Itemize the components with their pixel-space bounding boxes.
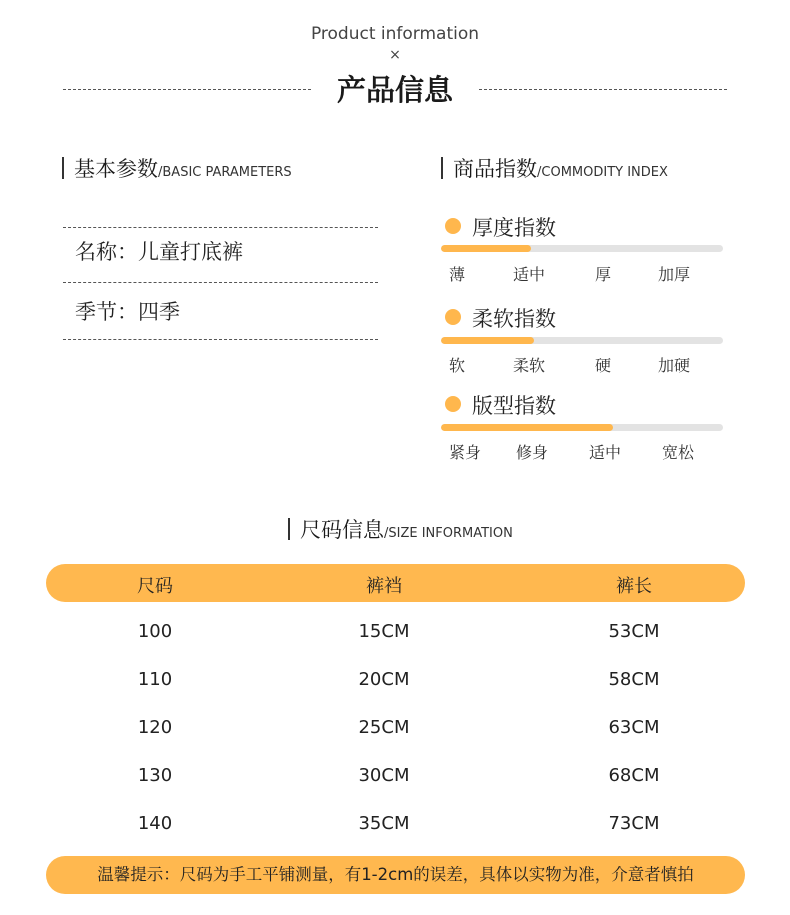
index-label: 柔软 (513, 356, 546, 375)
table-cell: 120 (137, 717, 173, 738)
commodity-index-heading (441, 153, 668, 183)
softness-index-title: 柔软指数 (472, 307, 556, 331)
index-label: 宽松 (662, 443, 695, 462)
table-cell: 58CM (608, 669, 660, 690)
param-name: 名称：儿童打底裤 (75, 240, 243, 264)
table-cell: 63CM (608, 717, 660, 738)
header-title-en: Product information (310, 24, 480, 44)
header-separator: × (389, 47, 401, 63)
fit-index-track (441, 424, 723, 431)
index-label: 加厚 (658, 265, 691, 284)
fit-index-title: 版型指数 (472, 394, 556, 418)
param-divider (63, 227, 378, 228)
softness-index-fill (441, 337, 534, 344)
measurement-note: 温馨提示：尺码为手工平铺测量，有1-2cm的误差，具体以实物为准，介意者慎拍 (46, 856, 745, 894)
size-info-heading-en: /SIZE INFORMATION (384, 526, 513, 541)
table-cell: 110 (137, 669, 173, 690)
thickness-index-title: 厚度指数 (472, 216, 556, 240)
table-cell: 140 (137, 813, 173, 834)
commodity-index-heading-zh: 商品指数 (453, 157, 537, 181)
table-cell: 130 (137, 765, 173, 786)
param-divider (63, 339, 378, 340)
index-bullet-icon (445, 309, 461, 325)
index-label: 加硬 (658, 356, 691, 375)
size-info-heading-zh: 尺码信息 (300, 518, 384, 542)
thickness-index-fill (441, 245, 531, 252)
index-label: 硬 (595, 356, 612, 375)
commodity-index-heading-en: /COMMODITY INDEX (537, 165, 668, 180)
heading-bar (62, 157, 64, 179)
index-label: 紧身 (449, 443, 482, 462)
basic-params-heading-en: /BASIC PARAMETERS (158, 165, 292, 180)
table-cell: 30CM (358, 765, 410, 786)
param-season: 季节：四季 (75, 300, 180, 324)
table-header-cell: 裤裆 (366, 576, 402, 597)
table-cell: 35CM (358, 813, 410, 834)
basic-params-heading-zh: 基本参数 (74, 157, 158, 181)
index-label: 薄 (449, 265, 466, 284)
index-bullet-icon (445, 218, 461, 234)
header-divider-right (479, 89, 727, 90)
size-info-heading (288, 514, 513, 544)
index-label: 适中 (513, 265, 546, 284)
thickness-index-track (441, 245, 723, 252)
index-label: 软 (449, 356, 466, 375)
table-cell: 25CM (358, 717, 410, 738)
index-bullet-icon (445, 396, 461, 412)
index-label: 适中 (589, 443, 622, 462)
table-cell: 68CM (608, 765, 660, 786)
param-divider (63, 282, 378, 283)
table-cell: 73CM (608, 813, 660, 834)
index-label: 修身 (516, 443, 549, 462)
table-header-cell: 尺码 (137, 576, 173, 597)
table-cell: 53CM (608, 621, 660, 642)
table-header-cell: 裤长 (616, 576, 652, 597)
header-divider-left (63, 89, 311, 90)
page-title: 产品信息 (336, 73, 453, 107)
index-label: 厚 (595, 265, 612, 284)
basic-params-heading (62, 153, 292, 183)
softness-index-track (441, 337, 723, 344)
heading-bar (288, 518, 290, 540)
heading-bar (441, 157, 443, 179)
table-cell: 15CM (358, 621, 410, 642)
table-cell: 100 (137, 621, 173, 642)
fit-index-fill (441, 424, 613, 431)
table-cell: 20CM (358, 669, 410, 690)
